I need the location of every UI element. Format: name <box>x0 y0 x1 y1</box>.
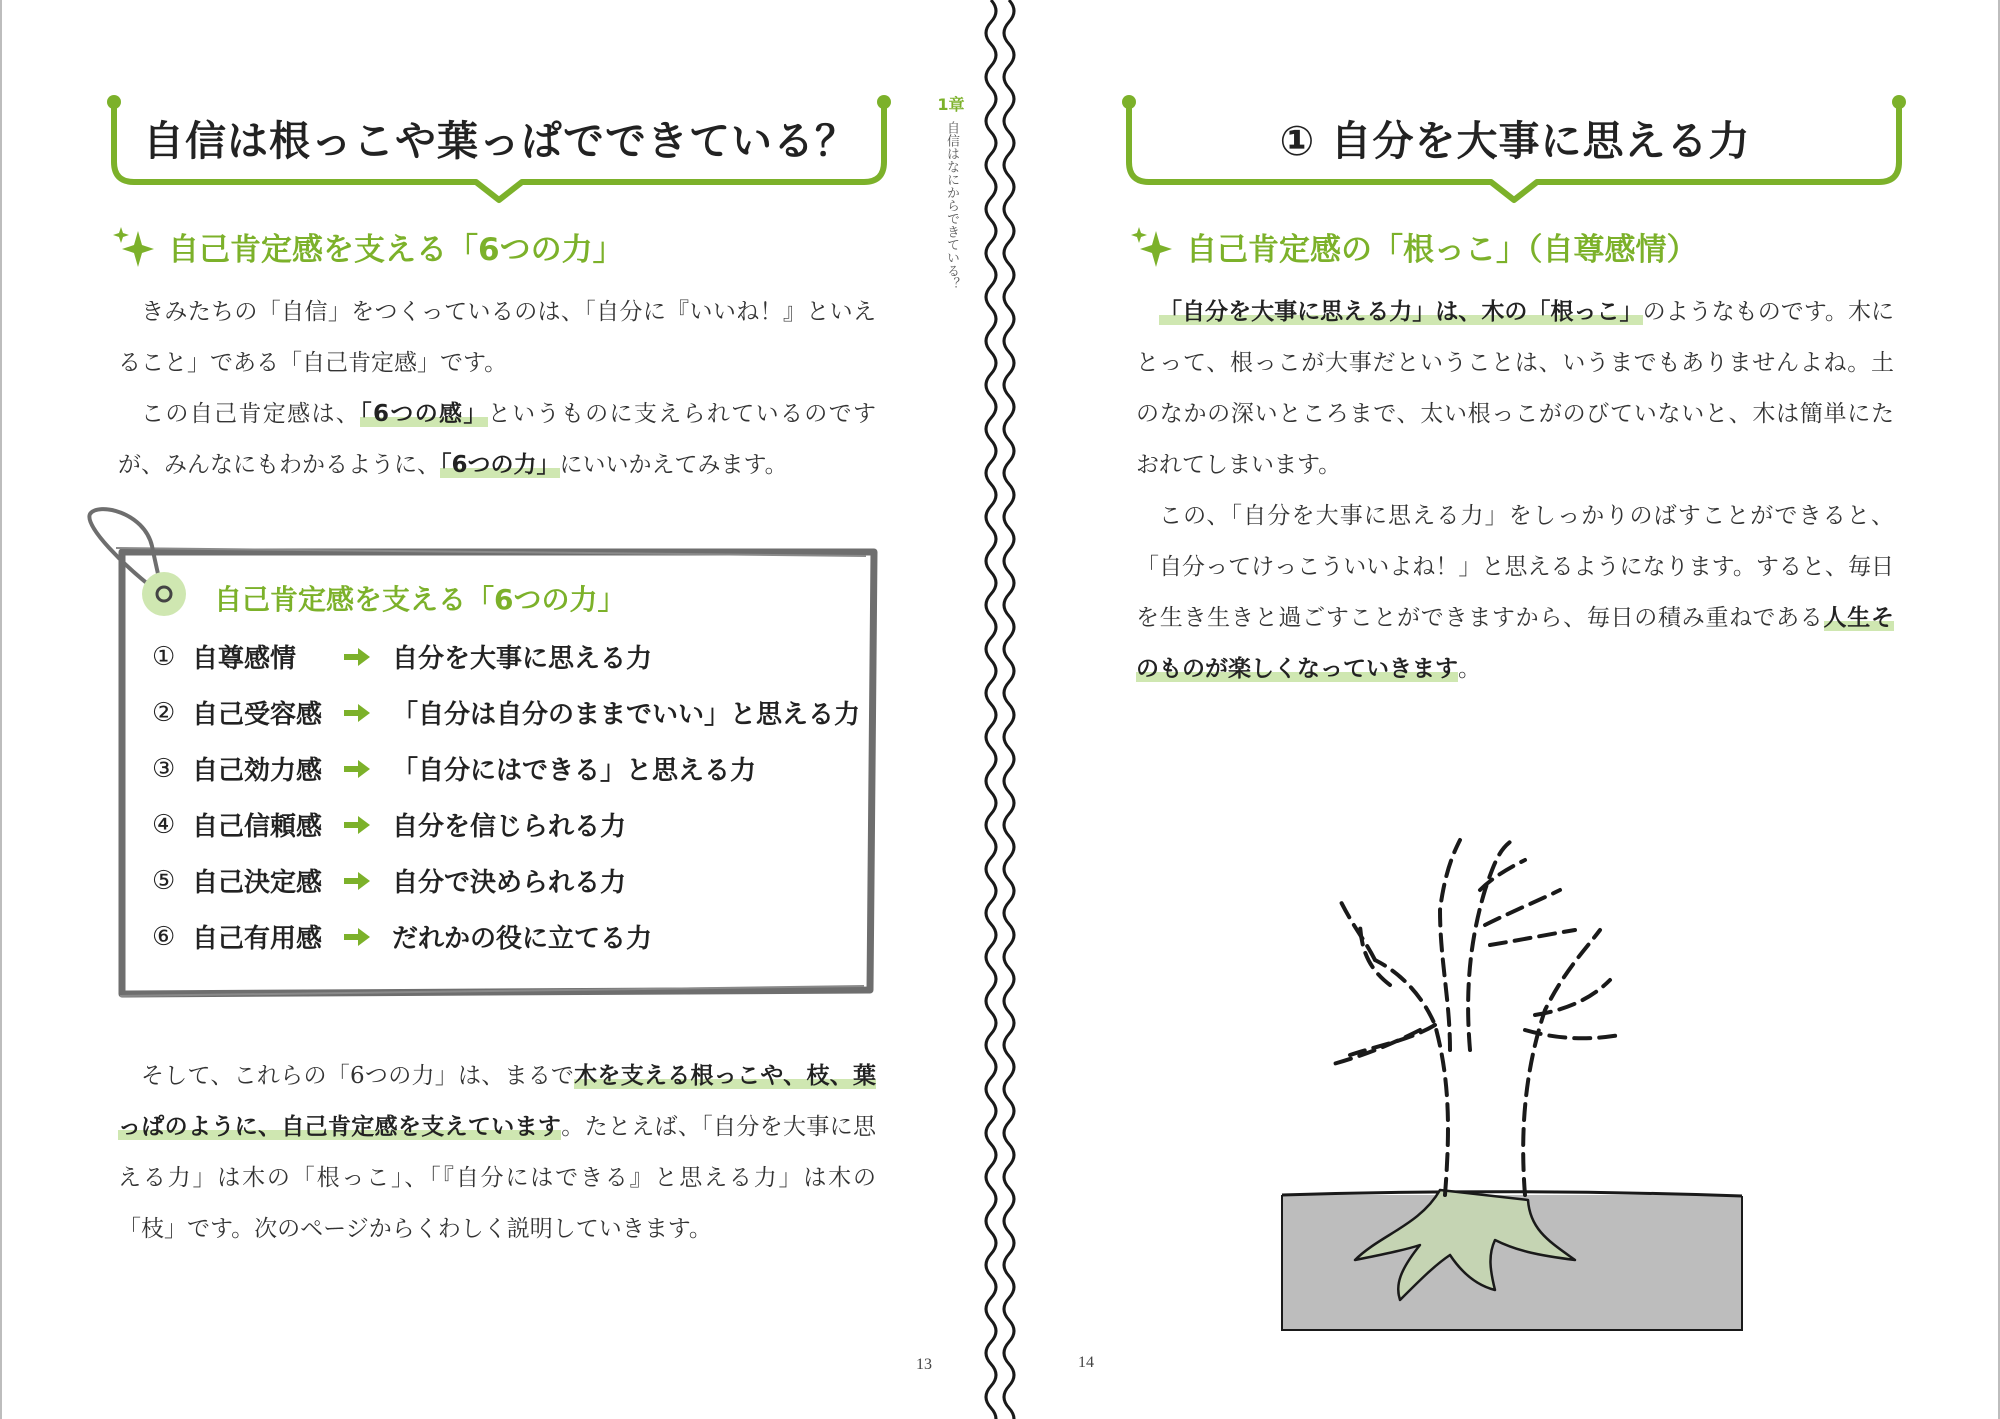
sparkle-icon <box>1130 225 1174 269</box>
box-item-5: ⑤ 自己決定感 自分で決められる力 <box>152 865 627 898</box>
arrow-right-icon <box>342 759 392 779</box>
intro-paragraph-2: この自己肯定感は、「6つの感」というものに支えられているのですが、みんなにもわかるように、「6つの力」にいいかえてみます。 <box>118 401 877 478</box>
highlight-six-powers: 「6つの力」 <box>440 452 560 478</box>
box-item-3: ③ 自己効力感 「自分にはできる」と思える力 <box>152 753 757 786</box>
highlight-tree-support: 木を支える根っこや、枝、葉っぱのように、自己肯定感を支えています <box>118 1063 876 1140</box>
tree-illustration <box>1270 830 1750 1340</box>
page-number-right: 14 <box>1078 1354 1094 1371</box>
page-title: 自信は根っこや葉っぱでできている？ <box>143 117 857 165</box>
box-item-1: ① 自尊感情 自分を大事に思える力 <box>152 641 653 674</box>
arrow-right-icon <box>342 815 392 835</box>
section-heading <box>112 224 624 269</box>
outro-text <box>118 1051 876 1255</box>
box-title: 自己肯定感を支える「6つの力」 <box>214 583 626 616</box>
arrow-right-icon <box>342 703 392 723</box>
body-paragraph-1: 「自分を大事に思える力」は、木の「根っこ」のようなものです。木にとって、根っこが大事だということは、いうまでもありませんよね。土のなかの深いところまで、太い根っこがのびていないと、木は簡単にたおれてしまいます。 <box>1136 299 1894 478</box>
sparkle-icon <box>112 225 156 269</box>
chapter-number: 1章 <box>937 95 965 114</box>
highlight-life-fun: 人生そのものが楽しくなっていきます <box>1136 605 1895 682</box>
body-paragraph-2: この、「自分を大事に思える力」をしっかりのばすことができると、「自分ってけっこういいよね！」と思えるようになります。すると、毎日を生き生きと過ごすことができますから、毎日の積み重ねである人生そのものが楽しくなっていきます。 <box>1136 503 1895 682</box>
intro-text <box>118 287 876 491</box>
arrow-right-icon <box>342 871 392 891</box>
box-item-6: ⑥ 自己有用感 だれかの役に立てる力 <box>152 921 653 954</box>
box-item-2: ② 自己受容感 「自分は自分のままでいい」と思える力 <box>152 697 861 730</box>
wavy-binding <box>975 0 1025 1419</box>
highlight-six-senses: 「6つの感」 <box>360 401 488 427</box>
body-text-right <box>1136 287 1894 695</box>
box-item-4: ④ 自己信頼感 自分を信じられる力 <box>152 809 627 842</box>
highlight-roots: 「自分を大事に思える力」は、木の「根っこ」 <box>1159 299 1643 325</box>
section-heading-text-right: 自己肯定感の「根っこ」（自尊感情） <box>1186 232 1698 268</box>
section-heading-right <box>1130 224 1698 269</box>
chapter-title: 自信はなにからできている？ <box>944 121 959 290</box>
section-heading-text: 自己肯定感を支える「6つの力」 <box>168 232 624 268</box>
arrow-right-icon <box>342 647 392 667</box>
outro-paragraph: そして、これらの「6つの力」は、まるで木を支える根っこや、枝、葉っぱのように、自己肯定感を支えています。たとえば、「自分を大事に思える力」は木の「根っこ」、「『自分にはできる』と思える力」は木の「枝」です。次のページからくわしく説明していきます。 <box>118 1063 876 1242</box>
page-number-left: 13 <box>916 1356 932 1373</box>
intro-paragraph-1: きみたちの「自信」をつくっているのは、「自分に『いいね！』といえること」である「自己肯定感」です。 <box>118 299 876 376</box>
chapter-tab <box>936 92 966 290</box>
arrow-right-icon <box>342 927 392 947</box>
page-title-right: ① 自分を大事に思える力 <box>1279 117 1751 165</box>
